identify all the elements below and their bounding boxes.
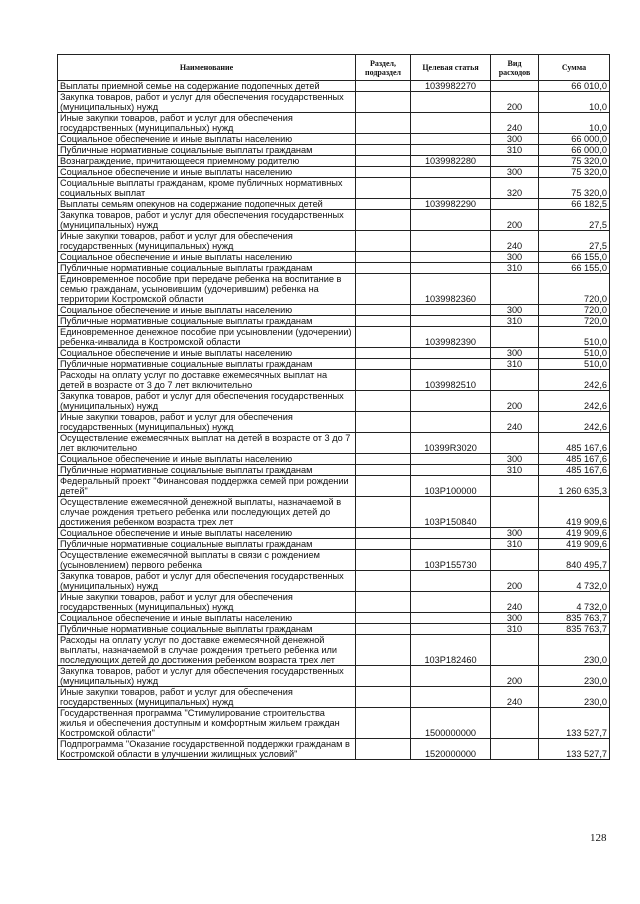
cell-expense <box>491 433 539 454</box>
cell-sum: 720,0 <box>539 274 610 305</box>
cell-section <box>356 391 411 412</box>
cell-target: 1500000000 <box>411 708 491 739</box>
cell-target <box>411 528 491 539</box>
header-target: Целевая статья <box>411 55 491 81</box>
cell-expense <box>491 497 539 528</box>
table-row <box>58 666 610 687</box>
table-row <box>58 305 610 316</box>
cell-sum: 75 320,0 <box>539 156 610 167</box>
cell-section <box>356 476 411 497</box>
cell-target <box>411 624 491 635</box>
cell-name: Социальное обеспечение и иные выплаты населению <box>58 613 356 624</box>
table-row <box>58 571 610 592</box>
cell-name: Социальные выплаты гражданам, кроме публичных нормативных социальных выплат <box>58 178 356 199</box>
header-sum: Сумма <box>539 55 610 81</box>
cell-name: Выплаты семьям опекунов на содержание подопечных детей <box>58 199 356 210</box>
cell-sum: 230,0 <box>539 666 610 687</box>
cell-name: Иные закупки товаров, работ и услуг для обеспечения государственных (муниципальных) нужд <box>58 687 356 708</box>
table-row <box>58 370 610 391</box>
cell-expense <box>491 199 539 210</box>
cell-expense: 300 <box>491 134 539 145</box>
table-row <box>58 134 610 145</box>
table-row <box>58 613 610 624</box>
table-row <box>58 528 610 539</box>
cell-section <box>356 454 411 465</box>
cell-expense: 300 <box>491 613 539 624</box>
cell-target: 1520000000 <box>411 739 491 760</box>
cell-section <box>356 231 411 252</box>
cell-expense: 310 <box>491 145 539 156</box>
table-row <box>58 550 610 571</box>
table-row <box>58 167 610 178</box>
cell-target <box>411 412 491 433</box>
cell-name: Социальное обеспечение и иные выплаты населению <box>58 305 356 316</box>
cell-target: 103P182460 <box>411 635 491 666</box>
cell-section <box>356 167 411 178</box>
cell-section <box>356 327 411 348</box>
cell-expense: 200 <box>491 391 539 412</box>
table-row <box>58 739 610 760</box>
cell-name: Социальное обеспечение и иные выплаты населению <box>58 528 356 539</box>
cell-section <box>356 210 411 231</box>
cell-expense: 310 <box>491 624 539 635</box>
table-row <box>58 391 610 412</box>
table-row <box>58 635 610 666</box>
table-row <box>58 252 610 263</box>
cell-expense <box>491 370 539 391</box>
cell-target <box>411 231 491 252</box>
cell-expense <box>491 635 539 666</box>
table-row <box>58 624 610 635</box>
cell-name: Социальное обеспечение и иные выплаты населению <box>58 252 356 263</box>
cell-sum: 27,5 <box>539 210 610 231</box>
cell-name: Иные закупки товаров, работ и услуг для обеспечения государственных (муниципальных) нужд <box>58 113 356 134</box>
cell-target <box>411 613 491 624</box>
cell-section <box>356 359 411 370</box>
cell-section <box>356 305 411 316</box>
cell-name: Публичные нормативные социальные выплаты гражданам <box>58 316 356 327</box>
cell-section <box>356 550 411 571</box>
cell-expense: 310 <box>491 465 539 476</box>
header-name: Наименование <box>58 55 356 81</box>
cell-name: Закупка товаров, работ и услуг для обеспечения государственных (муниципальных) нужд <box>58 210 356 231</box>
cell-name: Публичные нормативные социальные выплаты гражданам <box>58 263 356 274</box>
cell-expense <box>491 156 539 167</box>
cell-sum: 230,0 <box>539 635 610 666</box>
cell-name: Социальное обеспечение и иные выплаты населению <box>58 167 356 178</box>
cell-name: Вознаграждение, причитающееся приемному родителю <box>58 156 356 167</box>
table-row <box>58 592 610 613</box>
cell-sum: 419 909,6 <box>539 539 610 550</box>
cell-expense: 200 <box>491 571 539 592</box>
cell-name: Государственная программа "Стимулирование строительства жилья и обеспечения доступным и комфортным жильем граждан Костромской области" <box>58 708 356 739</box>
cell-section <box>356 113 411 134</box>
cell-sum: 75 320,0 <box>539 167 610 178</box>
cell-target <box>411 92 491 113</box>
cell-sum: 419 909,6 <box>539 497 610 528</box>
cell-expense: 310 <box>491 539 539 550</box>
header-expense: Вид расходов <box>491 55 539 81</box>
table-row <box>58 359 610 370</box>
cell-expense: 310 <box>491 316 539 327</box>
cell-expense: 320 <box>491 178 539 199</box>
cell-target <box>411 252 491 263</box>
cell-sum: 242,6 <box>539 391 610 412</box>
table-header-row <box>58 55 610 81</box>
cell-sum: 4 732,0 <box>539 571 610 592</box>
cell-name: Единовременное денежное пособие при усыновлении (удочерении) ребенка-инвалида в Костромской области <box>58 327 356 348</box>
cell-name: Иные закупки товаров, работ и услуг для обеспечения государственных (муниципальных) нужд <box>58 592 356 613</box>
cell-section <box>356 433 411 454</box>
cell-expense <box>491 274 539 305</box>
table-row <box>58 687 610 708</box>
cell-section <box>356 666 411 687</box>
cell-section <box>356 708 411 739</box>
cell-target: 1039982390 <box>411 327 491 348</box>
budget-table <box>57 54 610 760</box>
cell-name: Публичные нормативные социальные выплаты гражданам <box>58 624 356 635</box>
cell-target: 103P150840 <box>411 497 491 528</box>
cell-name: Подпрограмма "Оказание государственной поддержки гражданам в Костромской области в улучшении жилищных условий" <box>58 739 356 760</box>
cell-name: Осуществление ежемесячных выплат на детей в возрасте от 3 до 7 лет включительно <box>58 433 356 454</box>
cell-expense: 300 <box>491 348 539 359</box>
cell-name: Публичные нормативные социальные выплаты гражданам <box>58 465 356 476</box>
table-body <box>58 81 610 760</box>
cell-section <box>356 497 411 528</box>
cell-target <box>411 465 491 476</box>
cell-section <box>356 635 411 666</box>
cell-target <box>411 666 491 687</box>
cell-name: Социальное обеспечение и иные выплаты населению <box>58 348 356 359</box>
cell-name: Федеральный проект "Финансовая поддержка семей при рождении детей" <box>58 476 356 497</box>
cell-sum: 133 527,7 <box>539 708 610 739</box>
cell-target: 103P155730 <box>411 550 491 571</box>
cell-sum: 66 182,5 <box>539 199 610 210</box>
table-row <box>58 231 610 252</box>
cell-sum: 66 155,0 <box>539 252 610 263</box>
cell-sum: 242,6 <box>539 370 610 391</box>
cell-section <box>356 316 411 327</box>
cell-target <box>411 167 491 178</box>
cell-expense: 240 <box>491 592 539 613</box>
table-row <box>58 539 610 550</box>
cell-section <box>356 571 411 592</box>
cell-sum: 66 000,0 <box>539 134 610 145</box>
cell-expense <box>491 327 539 348</box>
cell-target <box>411 539 491 550</box>
table-row <box>58 156 610 167</box>
cell-target <box>411 263 491 274</box>
cell-sum: 230,0 <box>539 687 610 708</box>
cell-section <box>356 81 411 92</box>
cell-expense: 200 <box>491 92 539 113</box>
cell-expense: 240 <box>491 113 539 134</box>
cell-expense: 300 <box>491 305 539 316</box>
cell-sum: 835 763,7 <box>539 613 610 624</box>
cell-sum: 840 495,7 <box>539 550 610 571</box>
cell-sum: 485 167,6 <box>539 465 610 476</box>
table-row <box>58 210 610 231</box>
cell-section <box>356 156 411 167</box>
cell-expense <box>491 739 539 760</box>
cell-expense <box>491 81 539 92</box>
cell-sum: 10,0 <box>539 113 610 134</box>
cell-expense: 300 <box>491 528 539 539</box>
cell-expense: 240 <box>491 687 539 708</box>
cell-target: 1039982280 <box>411 156 491 167</box>
cell-sum: 1 260 635,3 <box>539 476 610 497</box>
cell-sum: 66 010,0 <box>539 81 610 92</box>
cell-sum: 27,5 <box>539 231 610 252</box>
cell-section <box>356 624 411 635</box>
cell-name: Публичные нормативные социальные выплаты гражданам <box>58 359 356 370</box>
cell-target <box>411 134 491 145</box>
cell-expense: 300 <box>491 454 539 465</box>
cell-sum: 485 167,6 <box>539 433 610 454</box>
cell-sum: 510,0 <box>539 327 610 348</box>
table-row <box>58 199 610 210</box>
cell-target <box>411 454 491 465</box>
table-row <box>58 145 610 156</box>
cell-name: Закупка товаров, работ и услуг для обеспечения государственных (муниципальных) нужд <box>58 391 356 412</box>
cell-expense <box>491 476 539 497</box>
cell-name: Расходы на оплату услуг по доставке ежемесячных выплат на детей в возрасте от 3 до 7 лет включительно <box>58 370 356 391</box>
cell-section <box>356 199 411 210</box>
cell-section <box>356 274 411 305</box>
cell-sum: 419 909,6 <box>539 528 610 539</box>
cell-sum: 720,0 <box>539 316 610 327</box>
cell-name: Осуществление ежемесячной денежной выплаты, назначаемой в случае рождения третьего ребенка или последующих детей до достижения ребенком возраста трех лет <box>58 497 356 528</box>
cell-expense: 300 <box>491 252 539 263</box>
cell-name: Закупка товаров, работ и услуг для обеспечения государственных (муниципальных) нужд <box>58 92 356 113</box>
cell-sum: 242,6 <box>539 412 610 433</box>
cell-target <box>411 391 491 412</box>
cell-name: Социальное обеспечение и иные выплаты населению <box>58 454 356 465</box>
cell-name: Закупка товаров, работ и услуг для обеспечения государственных (муниципальных) нужд <box>58 666 356 687</box>
cell-target <box>411 592 491 613</box>
cell-name: Иные закупки товаров, работ и услуг для обеспечения государственных (муниципальных) нужд <box>58 231 356 252</box>
cell-name: Закупка товаров, работ и услуг для обеспечения государственных (муниципальных) нужд <box>58 571 356 592</box>
cell-target: 10399R3020 <box>411 433 491 454</box>
table-row <box>58 497 610 528</box>
cell-name: Иные закупки товаров, работ и услуг для обеспечения государственных (муниципальных) нужд <box>58 412 356 433</box>
cell-name: Социальное обеспечение и иные выплаты населению <box>58 134 356 145</box>
cell-expense: 310 <box>491 359 539 370</box>
table-row <box>58 327 610 348</box>
cell-sum: 66 000,0 <box>539 145 610 156</box>
cell-target: 1039982290 <box>411 199 491 210</box>
cell-target <box>411 178 491 199</box>
cell-target <box>411 145 491 156</box>
cell-section <box>356 687 411 708</box>
cell-sum: 75 320,0 <box>539 178 610 199</box>
table-row <box>58 81 610 92</box>
cell-sum: 133 527,7 <box>539 739 610 760</box>
cell-section <box>356 178 411 199</box>
cell-target <box>411 210 491 231</box>
cell-target: 1039982270 <box>411 81 491 92</box>
cell-expense: 240 <box>491 412 539 433</box>
table-row <box>58 316 610 327</box>
table-row <box>58 348 610 359</box>
cell-sum: 510,0 <box>539 348 610 359</box>
cell-section <box>356 145 411 156</box>
cell-section <box>356 263 411 274</box>
cell-section <box>356 92 411 113</box>
cell-name: Публичные нормативные социальные выплаты гражданам <box>58 539 356 550</box>
table-row <box>58 92 610 113</box>
cell-expense: 240 <box>491 231 539 252</box>
cell-expense: 300 <box>491 167 539 178</box>
cell-expense <box>491 550 539 571</box>
cell-expense: 200 <box>491 210 539 231</box>
cell-target <box>411 348 491 359</box>
cell-name: Расходы на оплату услуг по доставке ежемесячной денежной выплаты, назначаемой в случае рождения третьего ребенка или последующих детей до достижения ребенком возраста трех лет <box>58 635 356 666</box>
header-section: Раздел, подраздел <box>356 55 411 81</box>
cell-target: 1039982360 <box>411 274 491 305</box>
cell-target <box>411 305 491 316</box>
table-row <box>58 433 610 454</box>
cell-name: Выплаты приемной семье на содержание подопечных детей <box>58 81 356 92</box>
table-row <box>58 465 610 476</box>
page-number: 128 <box>590 832 607 844</box>
cell-section <box>356 252 411 263</box>
cell-section <box>356 539 411 550</box>
cell-name: Публичные нормативные социальные выплаты гражданам <box>58 145 356 156</box>
cell-name: Единовременное пособие при передаче ребенка на воспитание в семью гражданам, усыновившим (удочерившим) ребенка на территории Костромской области <box>58 274 356 305</box>
cell-sum: 10,0 <box>539 92 610 113</box>
cell-target <box>411 113 491 134</box>
cell-sum: 835 763,7 <box>539 624 610 635</box>
table-row <box>58 263 610 274</box>
cell-section <box>356 348 411 359</box>
cell-expense: 200 <box>491 666 539 687</box>
cell-section <box>356 528 411 539</box>
cell-target <box>411 359 491 370</box>
table-row <box>58 113 610 134</box>
cell-expense <box>491 708 539 739</box>
cell-target <box>411 687 491 708</box>
table-row <box>58 274 610 305</box>
table-row <box>58 454 610 465</box>
table-row <box>58 178 610 199</box>
cell-target <box>411 316 491 327</box>
cell-sum: 720,0 <box>539 305 610 316</box>
cell-sum: 485 167,6 <box>539 454 610 465</box>
table-row <box>58 476 610 497</box>
cell-section <box>356 613 411 624</box>
table-row <box>58 708 610 739</box>
cell-expense: 310 <box>491 263 539 274</box>
cell-section <box>356 592 411 613</box>
cell-section <box>356 134 411 145</box>
cell-sum: 4 732,0 <box>539 592 610 613</box>
cell-section <box>356 739 411 760</box>
cell-target: 1039982510 <box>411 370 491 391</box>
cell-name: Осуществление ежемесячной выплаты в связи с рождением (усыновлением) первого ребенка <box>58 550 356 571</box>
cell-target <box>411 571 491 592</box>
cell-sum: 510,0 <box>539 359 610 370</box>
cell-section <box>356 370 411 391</box>
cell-section <box>356 465 411 476</box>
cell-target: 103P100000 <box>411 476 491 497</box>
table-row <box>58 412 610 433</box>
cell-sum: 66 155,0 <box>539 263 610 274</box>
cell-section <box>356 412 411 433</box>
